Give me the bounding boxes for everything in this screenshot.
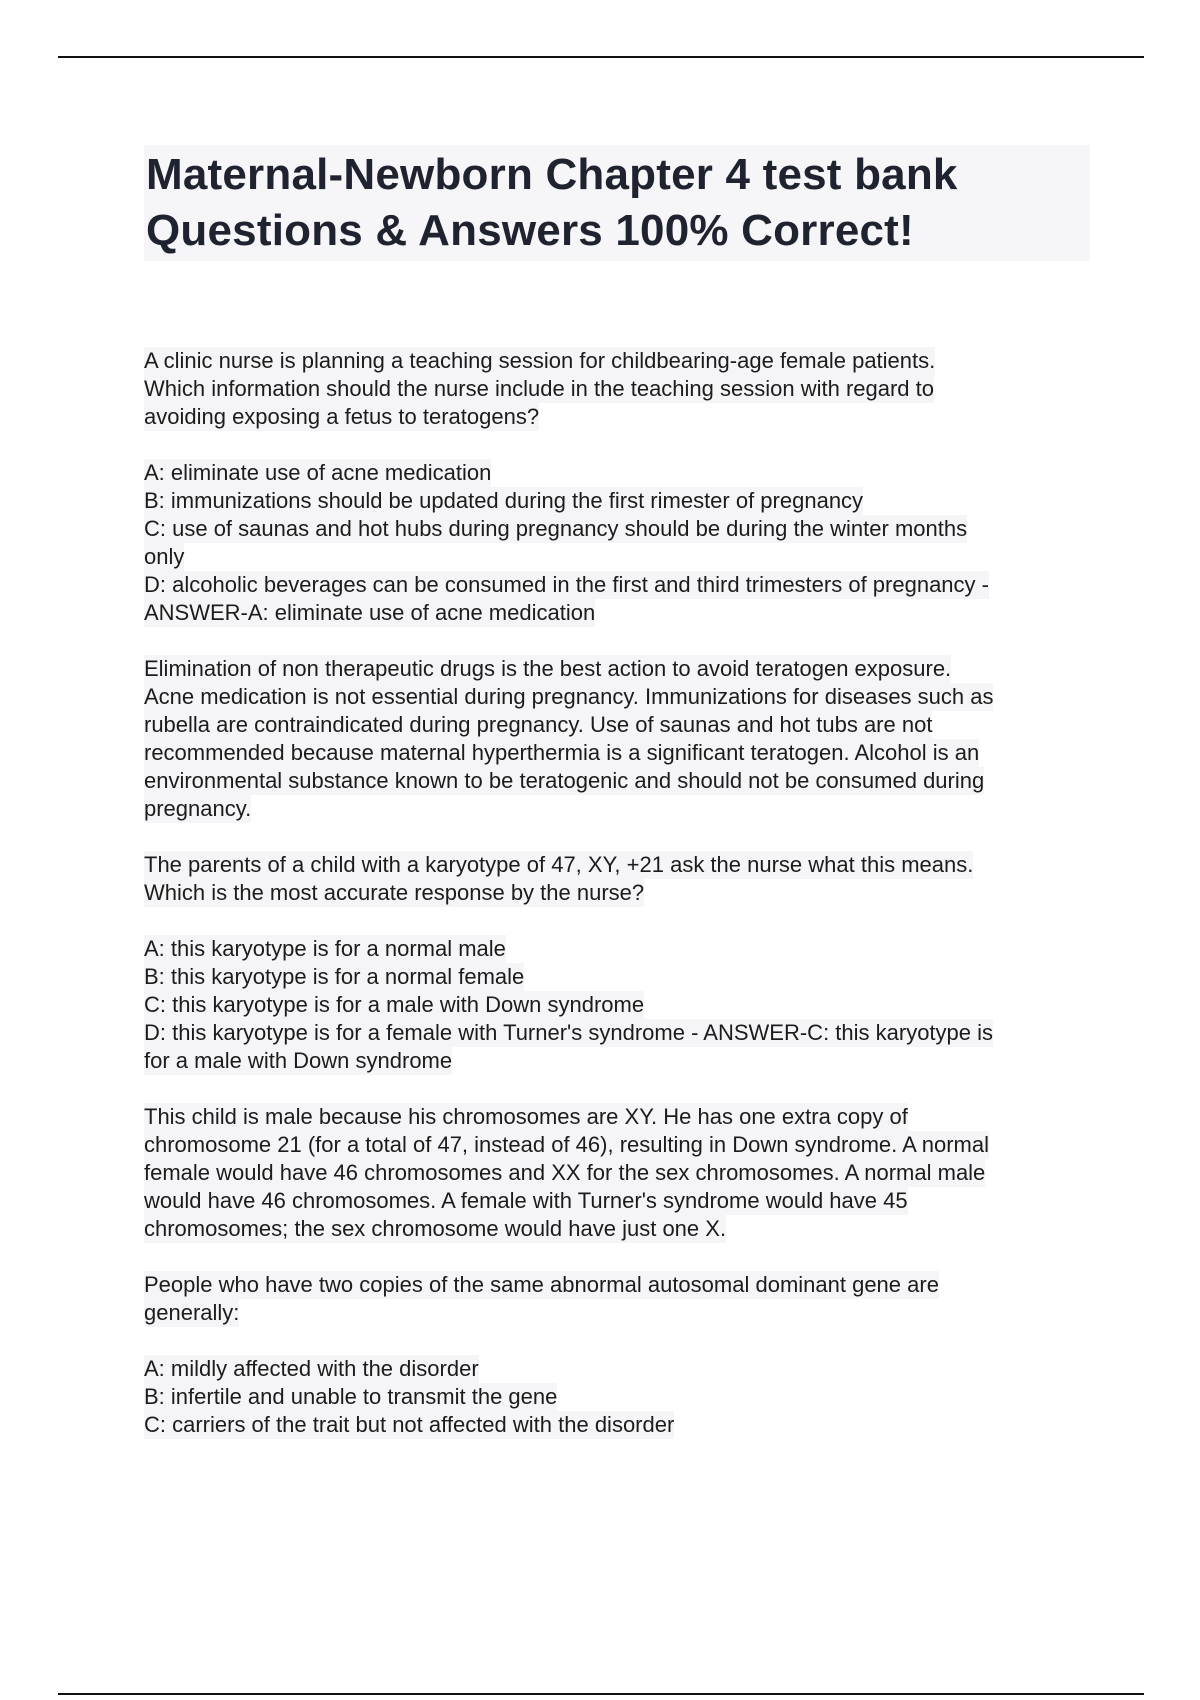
option-line: C: use of saunas and hot hubs during pregnancy should be during the winter months bbox=[144, 516, 968, 541]
option-line: B: immunizations should be updated during the first rimester of pregnancy bbox=[144, 488, 864, 513]
option-line: A: eliminate use of acne medication bbox=[144, 460, 492, 485]
rationale-line: rubella are contraindicated during pregnancy. Use of saunas and hot tubs are not bbox=[144, 712, 933, 737]
option-line: C: this karyotype is for a male with Down syndrome bbox=[144, 992, 645, 1017]
rationale-2 bbox=[144, 1103, 1090, 1243]
rationale-line: environmental substance known to be teratogenic and should not be consumed during bbox=[144, 768, 985, 793]
rationale-line: Acne medication is not essential during pregnancy. Immunizations for diseases such as bbox=[144, 684, 994, 709]
answer-line: ANSWER-A: eliminate use of acne medication bbox=[144, 600, 596, 625]
options-1 bbox=[144, 459, 1090, 627]
option-line: C: carriers of the trait but not affected with the disorder bbox=[144, 1412, 675, 1437]
bottom-rule bbox=[58, 1693, 1144, 1695]
option-line: A: mildly affected with the disorder bbox=[144, 1356, 479, 1381]
rationale-line: chromosomes; the sex chromosome would have just one X. bbox=[144, 1216, 727, 1241]
question-1 bbox=[144, 347, 1090, 431]
rationale-line: recommended because maternal hyperthermia is a significant teratogen. Alcohol is an bbox=[144, 740, 980, 765]
option-line: D: alcoholic beverages can be consumed in the first and third trimesters of pregnancy - bbox=[144, 572, 989, 597]
option-line: D: this karyotype is for a female with Turner's syndrome - ANSWER-C: this karyotype is bbox=[144, 1020, 994, 1045]
rationale-line: chromosome 21 (for a total of 47, instead of 46), resulting in Down syndrome. A normal bbox=[144, 1132, 989, 1157]
options-2 bbox=[144, 935, 1090, 1075]
rationale-line: pregnancy. bbox=[144, 796, 252, 821]
rationale-line: This child is male because his chromosomes are XY. He has one extra copy of bbox=[144, 1104, 908, 1129]
rationale-line: Elimination of non therapeutic drugs is the best action to avoid teratogen exposure. bbox=[144, 656, 952, 681]
document-title bbox=[144, 145, 1090, 261]
question-text-line: The parents of a child with a karyotype of 47, XY, +21 ask the nurse what this means. bbox=[144, 852, 974, 877]
option-line: only bbox=[144, 544, 185, 569]
title-line: Questions & Answers 100% Correct! bbox=[146, 206, 914, 255]
top-rule bbox=[58, 56, 1144, 58]
document-body bbox=[144, 145, 1090, 1467]
option-line: A: this karyotype is for a normal male bbox=[144, 936, 506, 961]
question-text-line: Which is the most accurate response by the nurse? bbox=[144, 880, 645, 905]
option-line: B: this karyotype is for a normal female bbox=[144, 964, 525, 989]
option-line: B: infertile and unable to transmit the gene bbox=[144, 1384, 558, 1409]
rationale-line: female would have 46 chromosomes and XX for the sex chromosomes. A normal male bbox=[144, 1160, 986, 1185]
question-text-line: generally: bbox=[144, 1300, 240, 1325]
rationale-1 bbox=[144, 655, 1090, 823]
question-text-line: A clinic nurse is planning a teaching session for childbearing-age female patients. bbox=[144, 348, 936, 373]
question-text-line: People who have two copies of the same abnormal autosomal dominant gene are bbox=[144, 1272, 939, 1297]
question-text-line: Which information should the nurse include in the teaching session with regard to bbox=[144, 376, 935, 401]
question-3 bbox=[144, 1271, 1090, 1327]
options-3 bbox=[144, 1355, 1090, 1439]
answer-line: for a male with Down syndrome bbox=[144, 1048, 453, 1073]
question-2 bbox=[144, 851, 1090, 907]
rationale-line: would have 46 chromosomes. A female with Turner's syndrome would have 45 bbox=[144, 1188, 908, 1213]
question-text-line: avoiding exposing a fetus to teratogens? bbox=[144, 404, 540, 429]
title-line: Maternal-Newborn Chapter 4 test bank bbox=[146, 150, 958, 199]
